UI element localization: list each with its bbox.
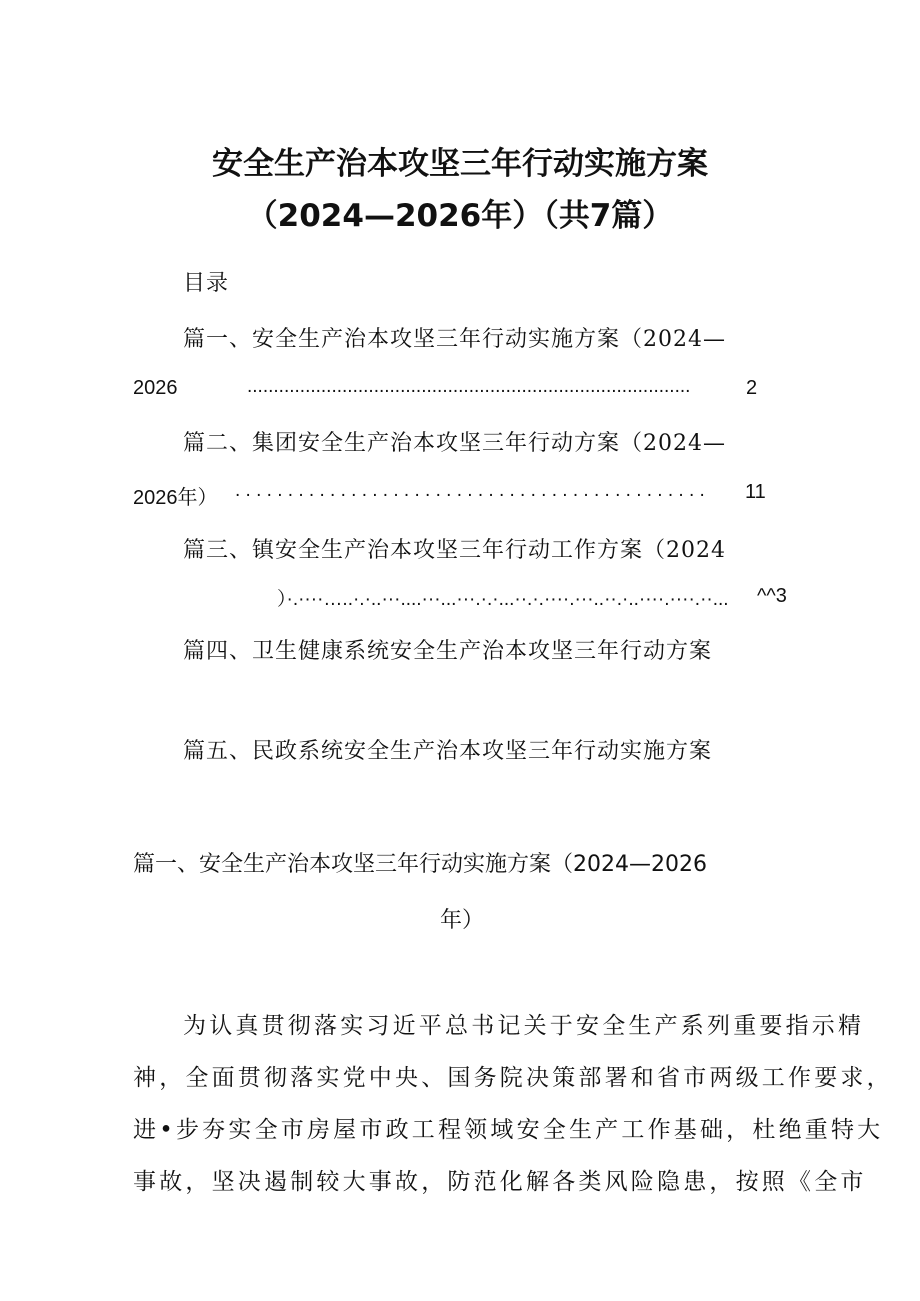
toc-heading: 目录: [183, 271, 230, 296]
toc-entry-3-title[interactable]: 篇三、镇安全生产治本攻坚三年行动工作方案（2024: [183, 538, 726, 563]
body-paragraph-line: 为认真贯彻落实习近平总书记关于安全生产系列重要指示精: [183, 1013, 865, 1039]
toc-entry-2-continuation[interactable]: 2026年）: [133, 487, 218, 509]
body-paragraph-line: 进•步夯实全市房屋市政工程领域安全生产工作基础，杜绝重特大: [133, 1117, 884, 1143]
toc-entry-2-title[interactable]: 篇二、集团安全生产治本攻坚三年行动方案（2024—: [183, 431, 726, 456]
body-paragraph-line: 神，全面贯彻落实党中央、国务院决策部署和省市两级工作要求，: [133, 1065, 893, 1091]
toc-entry-1-title[interactable]: 篇一、安全生产治本攻坚三年行动实施方案（2024—: [183, 327, 726, 352]
document-title-line2: （2024—2026年）（共7篇）: [246, 198, 674, 234]
toc-entry-3-page[interactable]: ^^3: [757, 585, 787, 607]
toc-entry-1-continuation[interactable]: 2026: [133, 377, 178, 399]
toc-entry-2-page[interactable]: 11: [745, 481, 766, 503]
toc-entry-2-leader: . . . . . . . . . . . . . . . . . . . . . . . . . . . . . . . . . . . . . . . . . . . . .: [235, 480, 705, 501]
toc-entry-5-title[interactable]: 篇五、民政系统安全生产治本攻坚三年行动实施方案: [183, 739, 713, 764]
toc-entry-3-continuation[interactable]: ）·.····…..·.·..···....···...···.·.·...··.·.····.···..··.·..····.····.··...: [277, 589, 729, 610]
toc-entry-1-page[interactable]: 2: [746, 377, 758, 399]
section-heading-line1: 篇一、安全生产治本攻坚三年行动实施方案（2024—2026: [133, 852, 707, 877]
toc-entry-1-leader: ....................................................................................: [247, 376, 691, 397]
document-title-line1: 安全生产治本攻坚三年行动实施方案: [212, 146, 708, 182]
section-heading-line2: 年）: [440, 908, 485, 933]
body-paragraph-line: 事故，坚决遏制较大事故，防范化解各类风险隐患，按照《全市: [133, 1169, 867, 1195]
toc-entry-4-title[interactable]: 篇四、卫生健康系统安全生产治本攻坚三年行动方案: [183, 639, 713, 664]
